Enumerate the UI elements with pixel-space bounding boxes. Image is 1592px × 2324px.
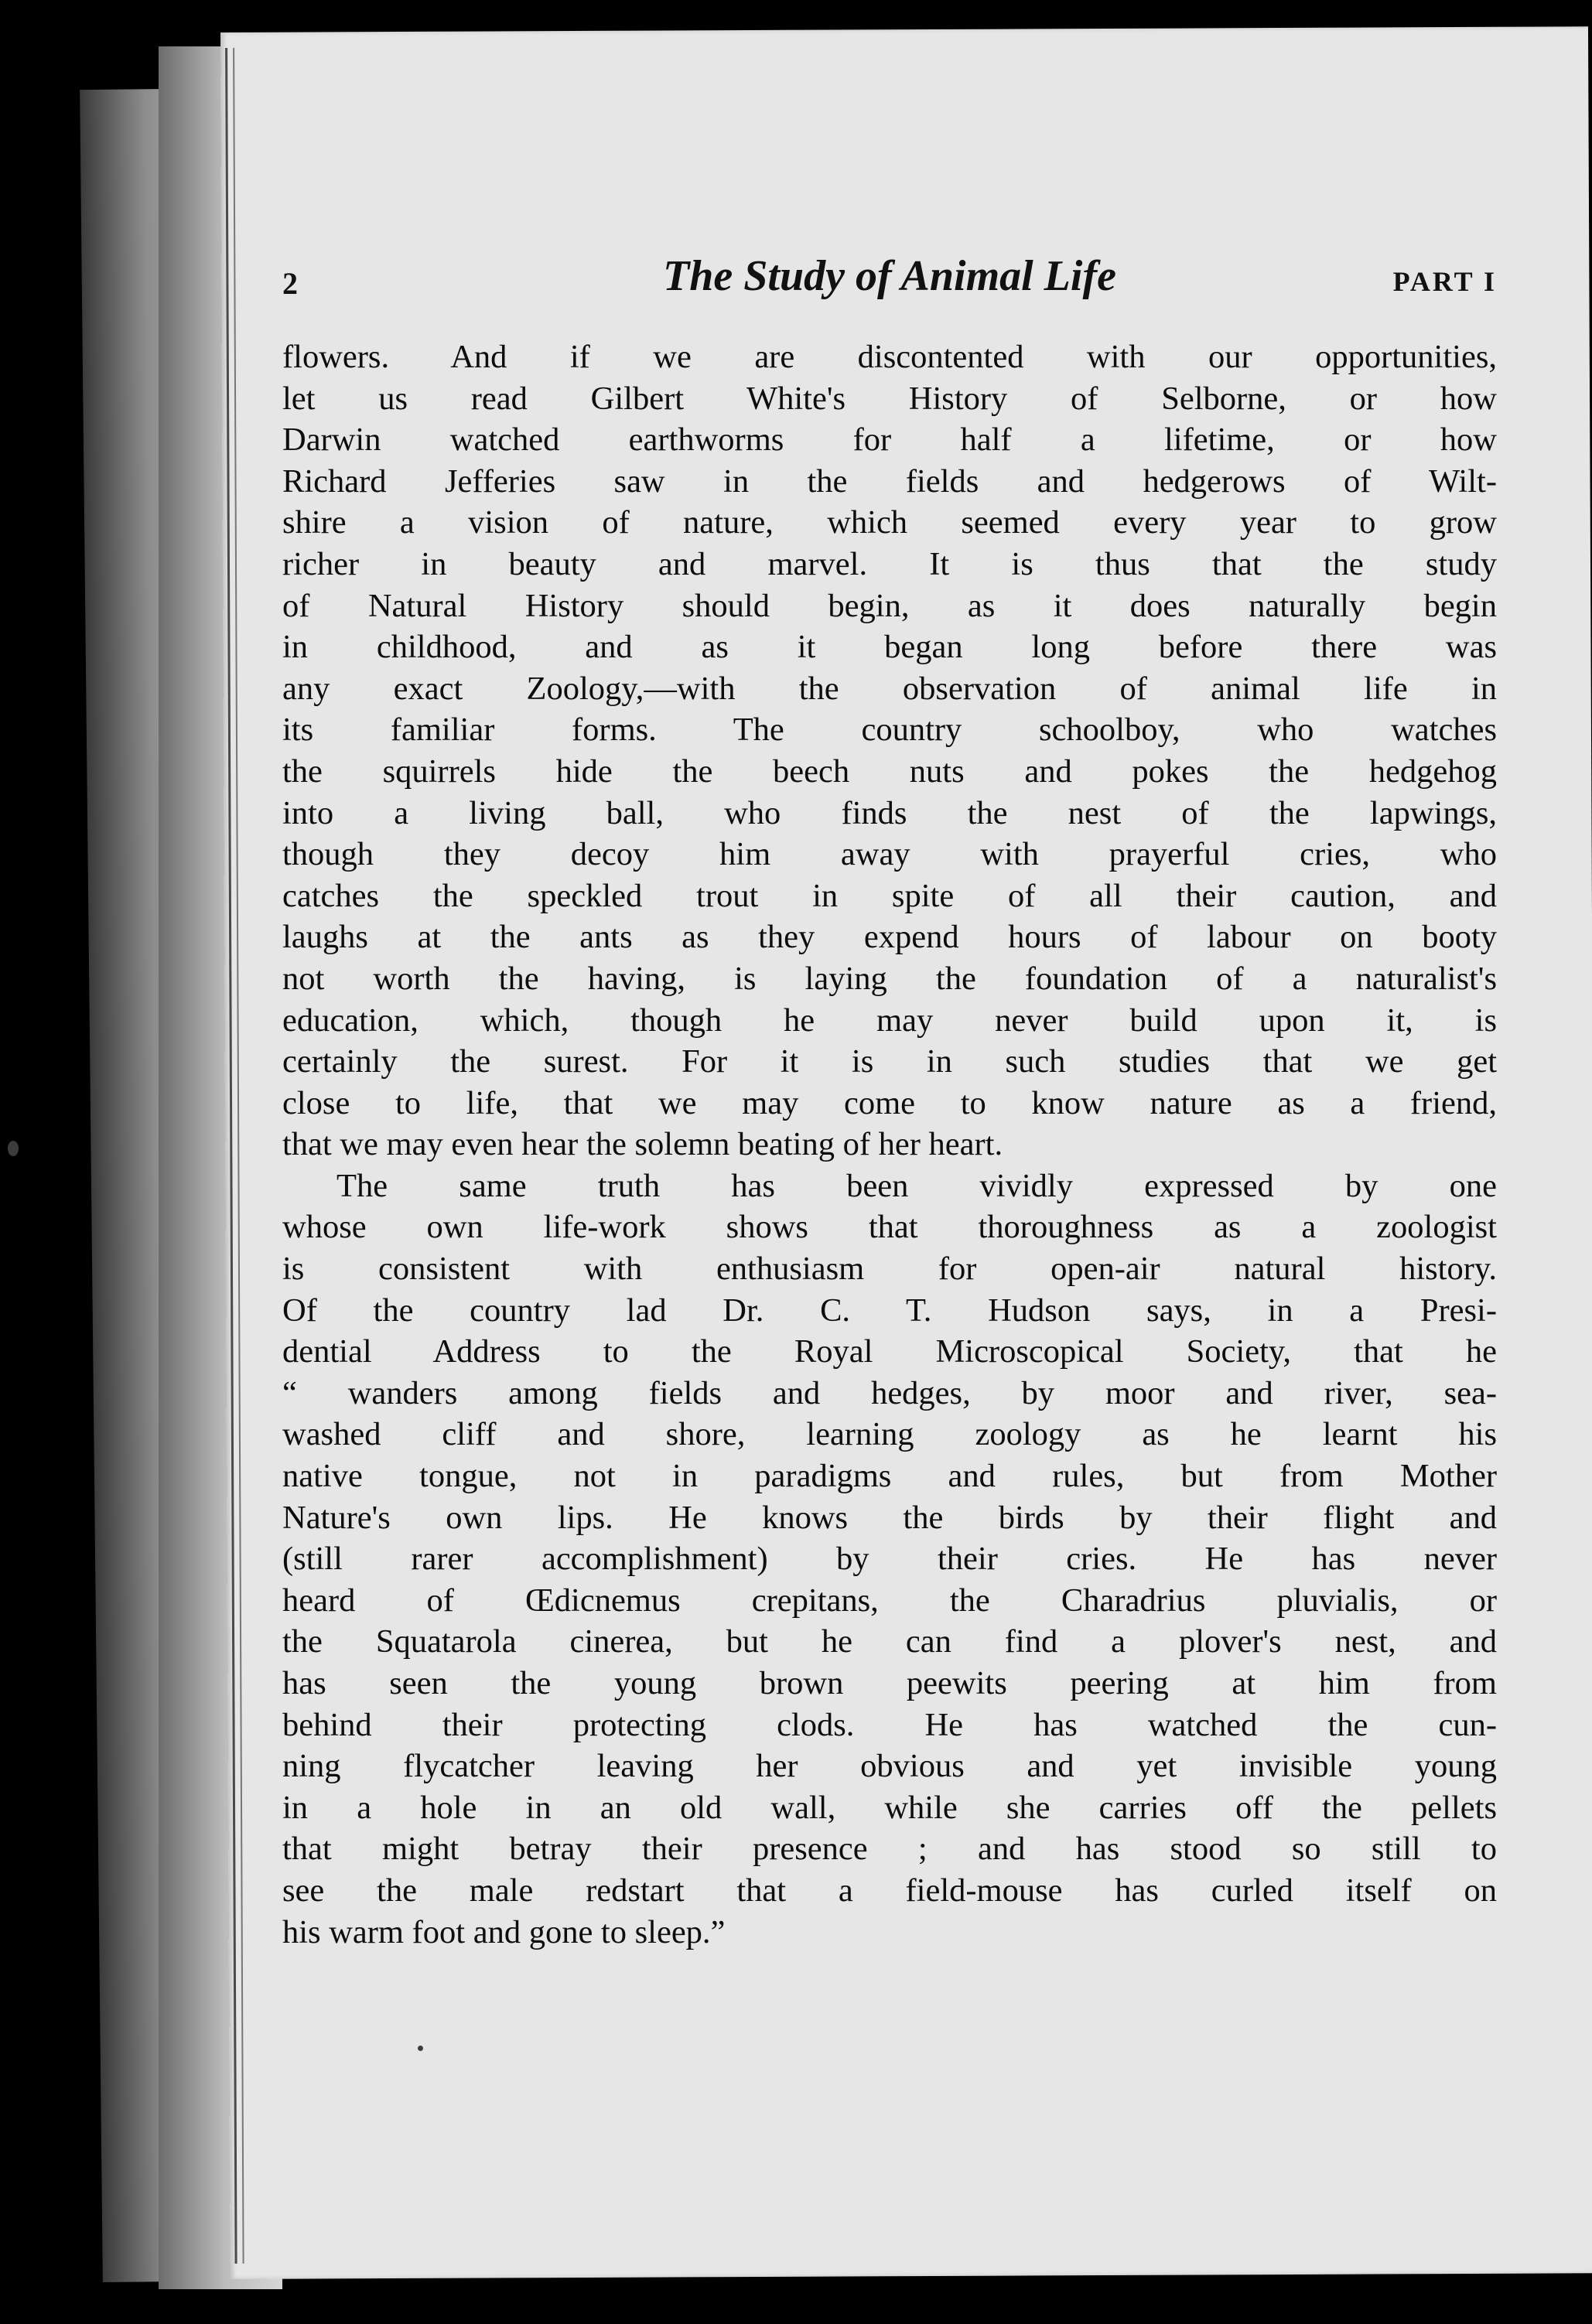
text-line: certainly the surest. For it is in such studies that we get xyxy=(282,1043,1497,1080)
text-line: “ wanders among fields and hedges, by moor and river, sea- xyxy=(282,1374,1497,1411)
paragraph xyxy=(282,336,1497,1165)
text-line: in a hole in an old wall, while she carries off the pellets xyxy=(282,1789,1497,1826)
page-number: 2 xyxy=(282,266,298,301)
running-title: The Study of Animal Life xyxy=(663,252,1116,300)
text-line: native tongue, not in paradigms and rules, but from Mother xyxy=(282,1458,1497,1495)
text-line: richer in beauty and marvel. It is thus that the study xyxy=(282,545,1497,582)
text-line: Of the country lad Dr. C. T. Hudson says, in a Presi- xyxy=(282,1292,1497,1329)
text-line: is consistent with enthusiasm for open-air natural history. xyxy=(282,1251,1497,1288)
text-line: of Natural History should begin, as it does naturally begin xyxy=(282,587,1497,624)
body-text xyxy=(282,336,1497,1953)
text-line: into a living ball, who finds the nest of the lapwings, xyxy=(282,794,1497,831)
text-line: heard of Œdicnemus crepitans, the Charadrius pluvialis, or xyxy=(282,1582,1497,1619)
scan-speck xyxy=(8,1141,19,1156)
text-line: the squirrels hide the beech nuts and pokes the hedgehog xyxy=(282,752,1497,790)
text-line: laughs at the ants as they expend hours of labour on booty xyxy=(282,919,1497,956)
text-line: ning flycatcher leaving her obvious and yet invisible young xyxy=(282,1748,1497,1785)
scan-speck xyxy=(418,2046,423,2051)
running-head xyxy=(282,251,1497,313)
text-line: Nature's own lips. He knows the birds by their flight and xyxy=(282,1499,1497,1536)
text-line: that we may even hear the solemn beating of her heart. xyxy=(282,1126,1003,1163)
text-line: see the male redstart that a field-mouse has curled itself on xyxy=(282,1872,1497,1909)
text-line: that might betray their presence ; and has stood so still to xyxy=(282,1831,1497,1868)
text-line: catches the speckled trout in spite of all their caution, and xyxy=(282,877,1497,914)
text-line: has seen the young brown peewits peering at him from xyxy=(282,1665,1497,1701)
paragraph xyxy=(282,1165,1497,1953)
text-line: its familiar forms. The country schoolboy, who watches xyxy=(282,712,1497,749)
text-line: whose own life-work shows that thoroughness as a zoologist xyxy=(282,1209,1497,1246)
text-line: his warm foot and gone to sleep.” xyxy=(282,1913,726,1950)
text-line: dential Address to the Royal Microscopical Society, that he xyxy=(282,1333,1497,1370)
text-line: The same truth has been vividly expressed by one xyxy=(337,1167,1497,1204)
text-line: the Squatarola cinerea, but he can find a plover's nest, and xyxy=(282,1623,1497,1660)
text-line: not worth the having, is laying the foundation of a naturalist's xyxy=(282,960,1497,997)
text-line: though they decoy him away with prayerful cries, who xyxy=(282,836,1497,873)
text-line: behind their protecting clods. He has watched the cun- xyxy=(282,1706,1497,1743)
part-label: PART I xyxy=(1392,266,1497,297)
text-line: in childhood, and as it began long before there was xyxy=(282,629,1497,666)
text-line: (still rarer accomplishment) by their cries. He has never xyxy=(282,1541,1497,1578)
text-line: close to life, that we may come to know nature as a friend, xyxy=(282,1084,1497,1121)
text-line: washed cliff and shore, learning zoology as he learnt his xyxy=(282,1416,1497,1453)
text-line: flowers. And if we are discontented with our opportunities, xyxy=(282,339,1497,375)
text-line: Darwin watched earthworms for half a lifetime, or how xyxy=(282,421,1497,459)
text-line: Richard Jefferies saw in the fields and hedgerows of Wilt- xyxy=(282,462,1497,500)
text-line: let us read Gilbert White's History of Selborne, or how xyxy=(282,380,1497,417)
text-line: shire a vision of nature, which seemed every year to grow xyxy=(282,504,1497,541)
text-line: education, which, though he may never build upon it, is xyxy=(282,1002,1497,1039)
text-line: any exact Zoology,—with the observation of animal life in xyxy=(282,670,1497,707)
